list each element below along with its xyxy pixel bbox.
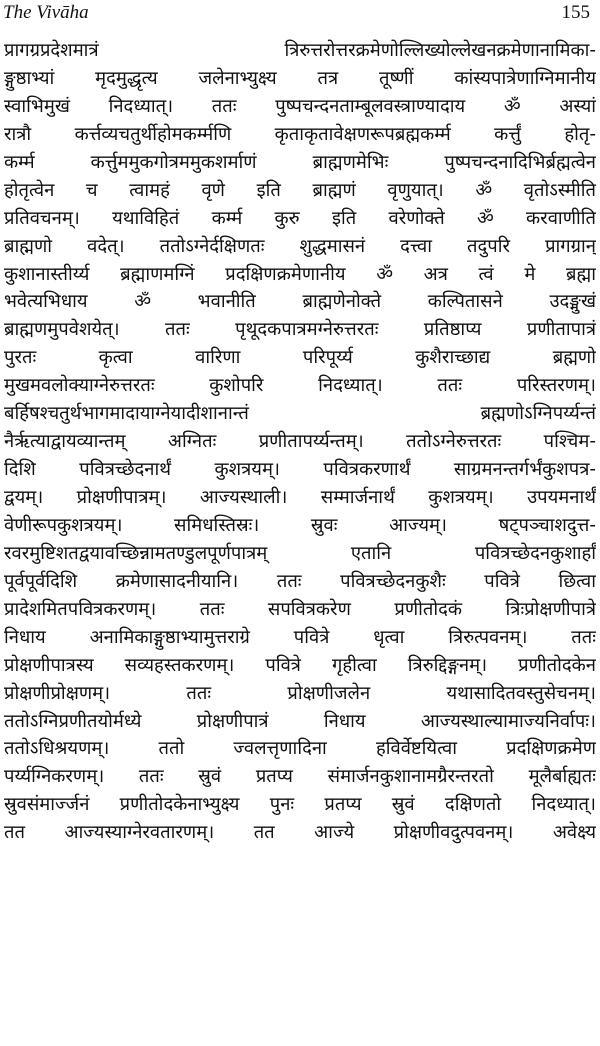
text-line: द्वयम्। प्रोक्षणीपात्रम्। आज्यस्थाली। सम्मार्जनार्थं कुशत्रयम्। उपयमनार्थं (4, 487, 596, 508)
text-line: होतृत्वेन च त्वामहं वृणे इति ब्राह्मणं वृणुयात्। ॐ वृतोऽस्मीति (4, 179, 596, 201)
text-line: ब्राह्मणो वदेत्। ततोऽग्नेर्दक्षिणतः शुद्धमासनं दत्त्वा तदुपरि प्रागग्रान् (4, 235, 596, 257)
text-line: बर्हिषश्चतुर्थभागमादायाग्नेयादीशानान्तं ब्रह्मणोऽग्निपर्य्यन्तं (4, 403, 596, 425)
text-line: भवेत्यभिधाय ॐ भवानीति ब्राह्मणेनोक्ते कल्पितासने उदङ्मुखं (4, 291, 596, 313)
text-line: प्रोक्षणीप्रोक्षणम्। ततः प्रोक्षणीजलेन यथासादितवस्तुसेचनम्। (4, 682, 596, 704)
text-line (4, 959, 596, 987)
text-line: ब्राह्मणमुपवेशयेत्। ततः पृथूदकपात्रमग्नेरुत्तरतः प्रतिष्ठाप्य प्रणीतापात्रं (4, 319, 596, 341)
text-line: निधाय अनामिकाङ्गुष्ठाभ्यामुत्तराग्रे पवित्रे धृत्वा त्रिरुत्पवनम्। ततः (4, 626, 596, 648)
text-line (4, 875, 596, 903)
text-line (4, 931, 596, 959)
text-line: प्रोक्षणीपात्रस्य सव्यहस्तकरणम्। पवित्रे गृहीत्वा त्रिरुद्दिङ्गनम्। प्रणीतोदकेन (4, 654, 596, 676)
text-line: तत आज्यस्याग्नेरवतारणम्। तत आज्ये प्रोक्षणीवदुत्पवनम्। अवेक्ष्य (4, 822, 596, 844)
page-header (0, 0, 600, 30)
text-line: कर्म्म कर्त्तुममुकगोत्रममुकशर्माणं ब्राह्मणमेभिः पुष्पचन्दनादिभिर्ब्रह्मत्वेन (4, 151, 596, 173)
text-line: ङ्गुष्ठाभ्यां मृदमुद्धृत्य जलेनाभ्युक्ष्य तत्र तूष्णीं कांस्यपात्रेणाग्निमानीय (4, 67, 596, 89)
text-line: ततोऽग्निप्रणीतयोर्मध्ये प्रोक्षणीपात्रं निधाय आज्यस्थाल्यामाज्यनिर्वापः। (4, 710, 596, 732)
text-line: पर्य्यग्निकरणम्। ततः स्रुवं प्रतप्य संमार्जनकुशानामग्रैरन्तरतो मूलैर्बाह्यतः (4, 766, 596, 788)
text-line: स्वाभिमुखं निदध्यात्। ततः पुष्पचन्दनताम्बूलवस्त्राण्यादाय ॐ अस्यां (4, 95, 596, 117)
text-line: वेणीरूपकुशत्रयम्। समिधस्तिस्रः। स्रुवः आज्यम्। षट्पञ्चाशदुत्त- (4, 514, 596, 536)
text-line: मुखमवलोक्याग्नेरुत्तरतः कुशोपरि निदध्यात्। ततः परिस्तरणम्। (4, 375, 596, 397)
text-line (4, 847, 596, 875)
text-line: पूर्वपूर्वदिशि क्रमेणासादनीयानि। ततः पवित्रच्छेदनकुशैः पवित्रे छित्वा (4, 570, 596, 592)
page-number: 155 (561, 2, 590, 23)
text-line: कुशानास्तीर्य्य ब्रह्माणमग्निं प्रदक्षिणक्रमेणानीय ॐ अत्र त्वं मे ब्रह्मा (4, 263, 596, 285)
text-line: दिशि पवित्रच्छेदनार्थं कुशत्रयम्। पवित्रकरणार्थं साग्रमनन्तर्गर्भंकुशपत्र- (4, 459, 596, 481)
text-line (4, 1015, 596, 1043)
running-title: The Vivāha (3, 2, 89, 23)
text-line: रात्रौ कर्त्तव्यचतुर्थीहोमकर्म्मणि कृताकृतावेक्षणरूपब्रह्मकर्म्म कर्त्तुं होतृ- (4, 123, 596, 145)
text-line: नैर्ऋत्याद्वायव्यान्तम् अग्नितः प्रणीतापर्य्यन्तम्। ततोऽग्नेरुत्तरतः पश्चिम- (4, 431, 596, 453)
text-line: रवरमुष्टिशतद्वयावच्छिन्नामतण्डुलपूर्णपात्रम् एतानि पवित्रच्छेदनकुशार्हां (4, 542, 596, 564)
text-line: प्रागग्रप्रदेशमात्रं त्रिरुत्तरोत्तरक्रमेणोल्लिख्योल्लेखनक्रमेणानामिका- (4, 40, 596, 61)
text-line (4, 987, 596, 1015)
body-text (4, 37, 596, 1043)
text-line: प्रादेशमितपवित्रकरणम्। ततः सपवित्रकरेण प्रणीतोदकं त्रिःप्रोक्षणीपात्रे (4, 598, 596, 620)
text-line: पुरतः कृत्वा वारिणा परिपूर्य्य कुशैराच्छाद्य ब्रह्मणो (4, 347, 596, 369)
text-line: स्रुवसंमार्ज्जनं प्रणीतोदकेनाभ्युक्ष्य पुनः प्रतप्य स्रुवं दक्षिणतो निदध्यात्। (4, 794, 596, 816)
text-line (4, 903, 596, 931)
text-line: प्रतिवचनम्। यथाविहितं कर्म्म कुरु इति वरेणोक्ते ॐ करवाणीति (4, 207, 596, 229)
text-line: ततोऽधिश्रयणम्। ततो ज्वलत्तृणादिना हविर्वेष्टयित्वा प्रदक्षिणक्रमेण (4, 738, 596, 760)
